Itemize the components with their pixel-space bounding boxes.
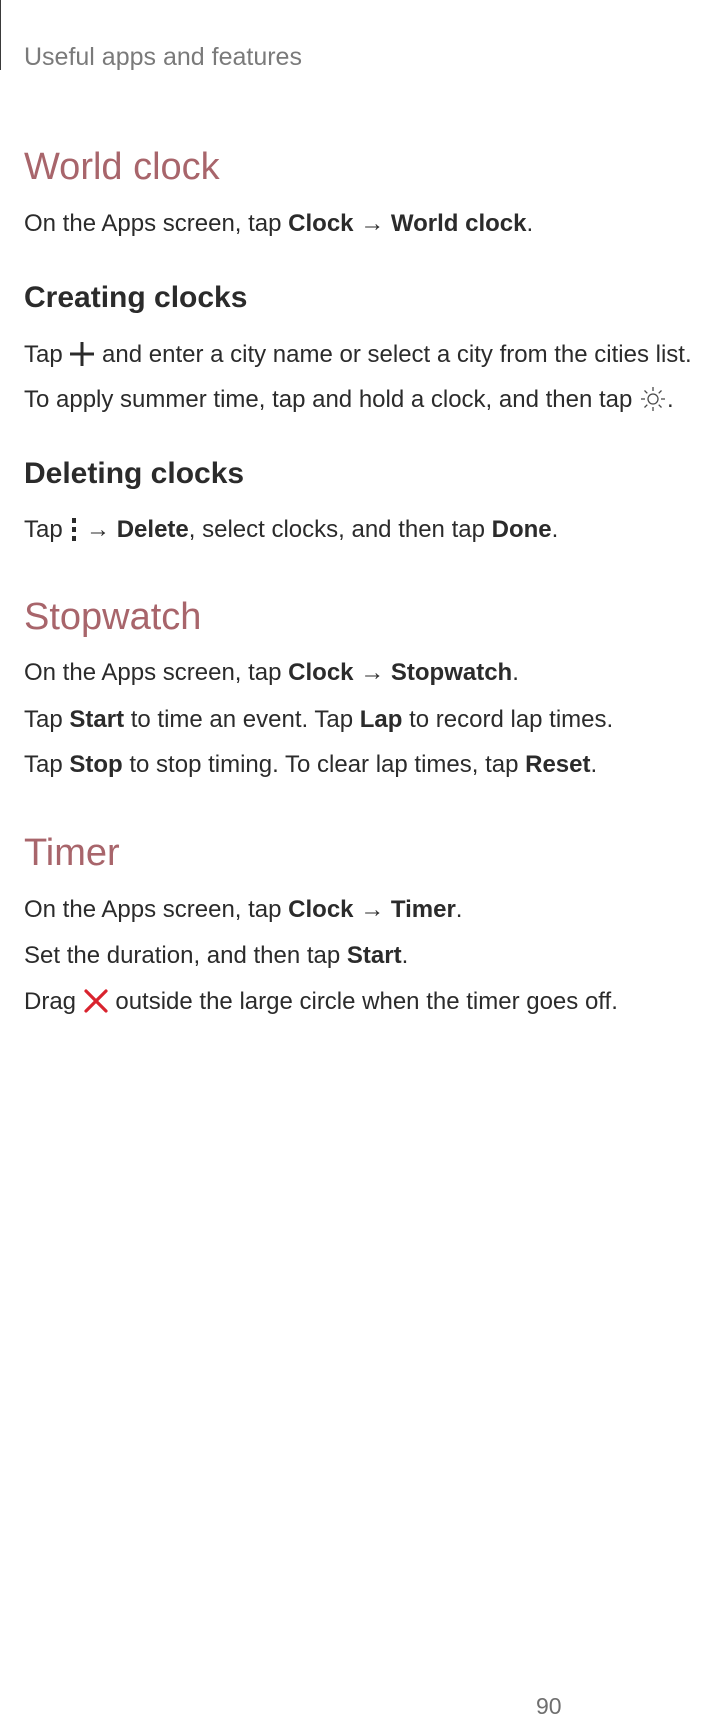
text: Set the duration, and then tap [24, 942, 347, 969]
text: On the Apps screen, tap [24, 659, 289, 686]
timer-line2 [24, 941, 408, 971]
bold-term: Clock [288, 896, 354, 923]
page-corner-rule [0, 0, 1, 70]
running-header: Useful apps and features [24, 43, 302, 71]
text: outside the large circle when the timer goes off. [108, 988, 618, 1015]
timer-line3 [24, 987, 618, 1017]
bold-term: Start [346, 942, 402, 969]
stopwatch-intro [24, 658, 519, 688]
text: On the Apps screen, tap [24, 896, 289, 923]
world-clock-intro [24, 209, 533, 239]
bold-term: World clock [390, 210, 527, 237]
text: . [512, 659, 519, 686]
bold-term: Start [69, 706, 125, 733]
text: , select clocks, and then tap [188, 516, 492, 543]
plus-icon [69, 341, 95, 367]
text: . [590, 751, 598, 778]
creating-clocks-line2 [24, 385, 674, 415]
text: . [667, 386, 674, 413]
bold-term: Done [491, 516, 552, 543]
text: Drag [24, 988, 83, 1015]
text: . [455, 896, 463, 923]
subtitle-creating-clocks: Creating clocks [24, 281, 248, 314]
text: To apply summer time, tap and hold a clock, and then tap [24, 386, 640, 413]
creating-clocks-line1 [24, 340, 692, 370]
text: . [526, 210, 534, 237]
bold-term: Clock [288, 659, 354, 686]
text: Tap [24, 341, 70, 368]
sun-icon [639, 385, 667, 413]
section-title-timer: Timer [24, 832, 120, 874]
text: . [401, 942, 409, 969]
arrow-text: → [353, 896, 391, 923]
text: Tap [24, 751, 70, 778]
text: . [551, 516, 559, 543]
arrow-text: → [353, 659, 391, 686]
bold-term: Stop [69, 751, 123, 778]
stopwatch-line2 [24, 705, 613, 735]
timer-intro [24, 895, 462, 925]
arrow-text: → [79, 516, 117, 543]
text: Tap [24, 516, 70, 543]
bold-term: Lap [359, 706, 403, 733]
text: and enter a city name or select a city from the cities list. [95, 341, 692, 368]
bold-term: Delete [116, 516, 189, 543]
text: to stop timing. To clear lap times, tap [122, 751, 526, 778]
text: Tap [24, 706, 70, 733]
cancel-x-icon [83, 988, 109, 1014]
text: On the Apps screen, tap [24, 210, 289, 237]
bold-term: Clock [288, 210, 354, 237]
bold-term: Reset [525, 751, 591, 778]
section-title-stopwatch: Stopwatch [24, 596, 202, 638]
bold-term: Stopwatch [390, 659, 513, 686]
section-title-world-clock: World clock [24, 146, 220, 188]
deleting-clocks-line1 [24, 515, 558, 545]
arrow-text: → [353, 210, 391, 237]
subtitle-deleting-clocks: Deleting clocks [24, 457, 245, 490]
bold-term: Timer [390, 896, 456, 923]
page-number: 90 [536, 1693, 562, 1719]
stopwatch-line3 [24, 750, 597, 780]
text: to record lap times. [402, 706, 614, 733]
more-options-icon [69, 515, 79, 543]
text: to time an event. Tap [124, 706, 360, 733]
